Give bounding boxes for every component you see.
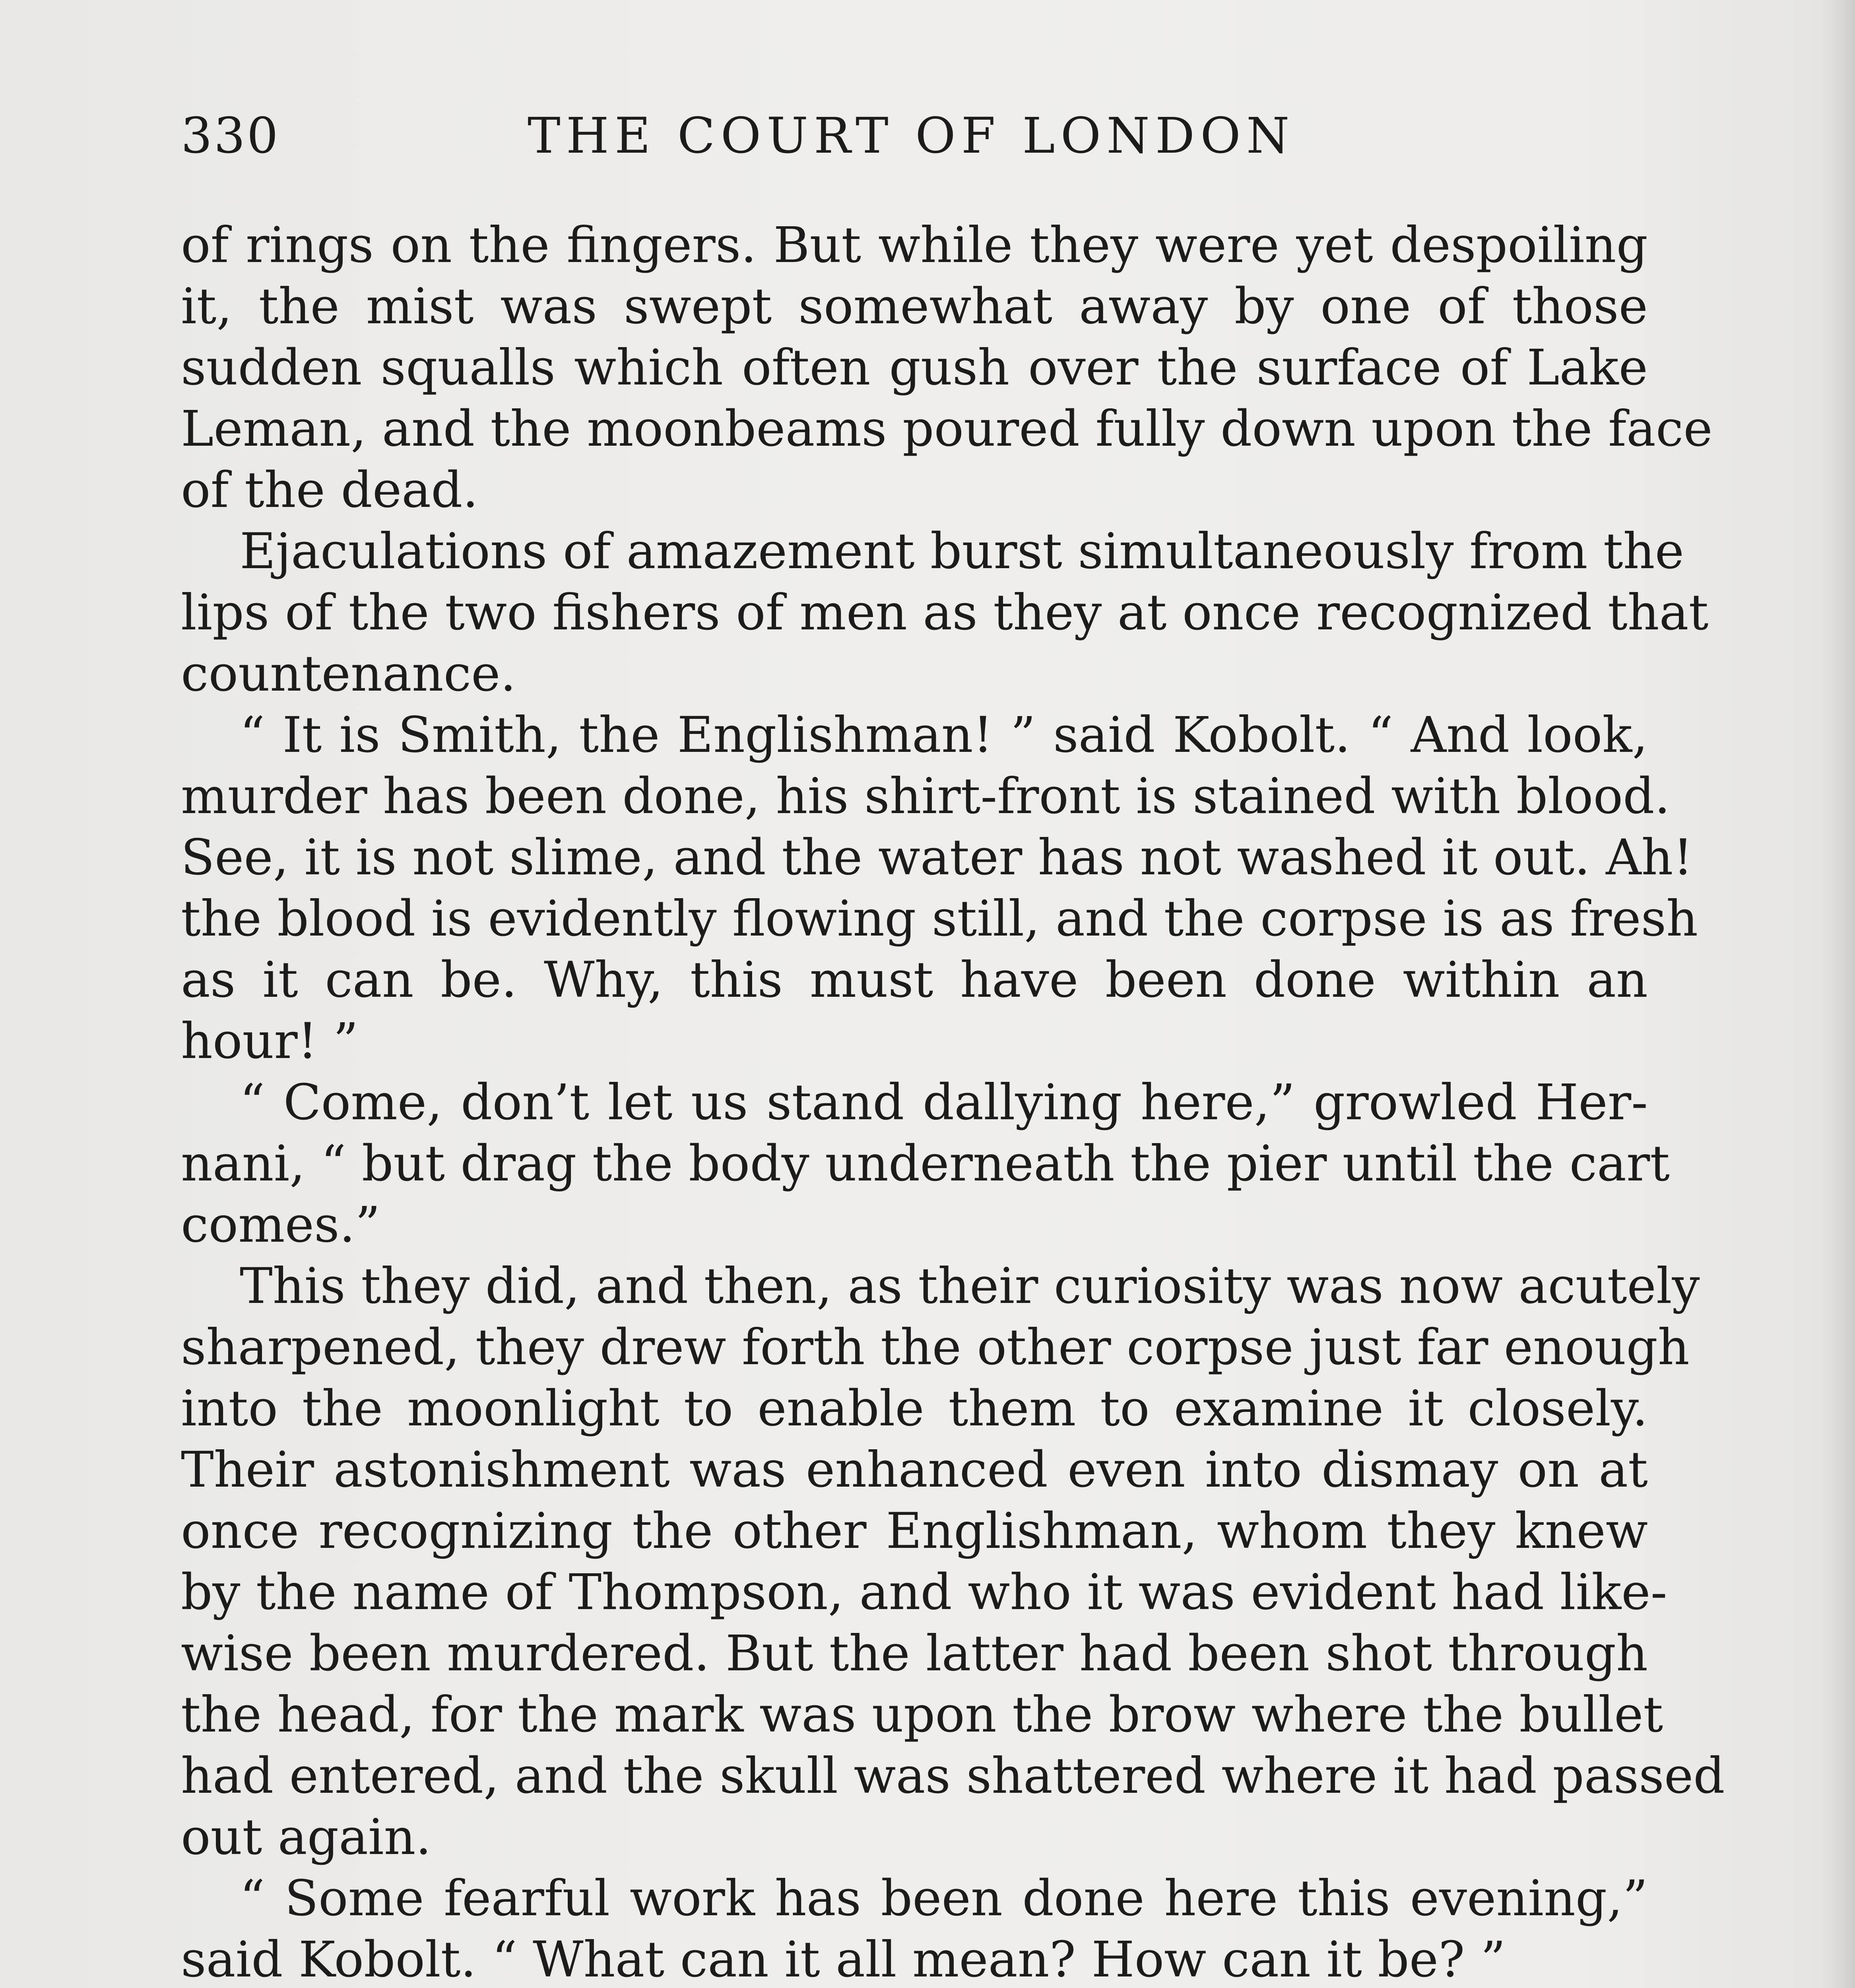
text-line: once recognizing the other Englishman, whom they knew (181, 1503, 1648, 1560)
text-line: hour! ” (181, 1013, 359, 1070)
text-line: had entered, and the skull was shattered where it had passed (181, 1747, 1725, 1805)
text-line: countenance. (181, 645, 516, 703)
text-line: comes.” (181, 1196, 380, 1254)
text-line: Their astonishment was enhanced even into dismay on at (181, 1441, 1648, 1499)
text-line: nani, “ but drag the body underneath the pier until the cart (181, 1135, 1670, 1192)
text-line: Ejaculations of amazement burst simultaneously from the (240, 523, 1684, 580)
text-line: said Kobolt. “ What can it all mean? How can it be? ” (181, 1931, 1506, 1988)
text-line: sharpened, they drew forth the other corpse just far enough (181, 1319, 1690, 1376)
text-line: wise been murdered. But the latter had been shot through (181, 1625, 1648, 1682)
page-number: 330 (181, 107, 280, 165)
book-title: THE COURT OF LONDON (528, 107, 1295, 165)
text-line: “ Some fearful work has been done here this evening,” (240, 1870, 1648, 1927)
text-line: of rings on the fingers. But while they were yet despoiling (181, 217, 1648, 274)
running-head (181, 99, 1644, 179)
text-line: Leman, and the moonbeams poured fully down upon the face (181, 400, 1713, 458)
text-line: of the dead. (181, 462, 478, 519)
text-line: sudden squalls which often gush over the surface of Lake (181, 339, 1648, 396)
text-line: out again. (181, 1809, 431, 1866)
text-line: See, it is not slime, and the water has not washed it out. Ah! (181, 829, 1693, 886)
page-edge-shadow (1819, 0, 1855, 1988)
body-text (181, 215, 1725, 1988)
text-line: the blood is evidently flowing still, and the corpse is as fresh (181, 890, 1698, 947)
text-line: the head, for the mark was upon the brow where the bullet (181, 1686, 1663, 1743)
text-line: murder has been done, his shirt-front is stained with blood. (181, 768, 1671, 825)
text-line: “ Come, don’t let us stand dallying here,” growled Her- (240, 1074, 1648, 1131)
text-line: by the name of Thompson, and who it was evident had like- (181, 1564, 1667, 1621)
text-line: This they did, and then, as their curiosity was now acutely (240, 1258, 1700, 1315)
text-line: as it can be. Why, this must have been done within an (181, 951, 1648, 1009)
text-line: “ It is Smith, the Englishman! ” said Kobolt. “ And look, (240, 707, 1648, 764)
text-line: into the moonlight to enable them to examine it closely. (181, 1380, 1648, 1437)
text-line: lips of the two fishers of men as they at once recognized that (181, 584, 1709, 641)
text-line: it, the mist was swept somewhat away by one of those (181, 278, 1648, 335)
